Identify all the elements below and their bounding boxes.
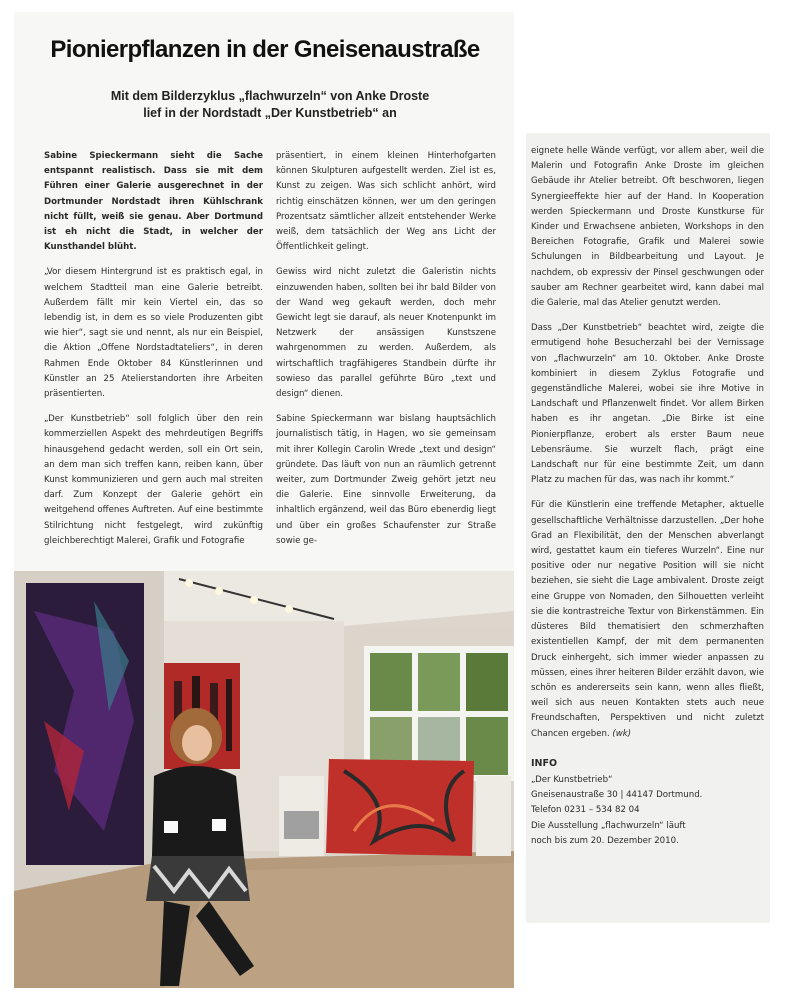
author-signature: (wk)	[612, 728, 632, 739]
info-address: Gneisenaustraße 30 | 44147 Dortmund.	[531, 790, 703, 801]
paragraph: Gewiss wird nicht zuletzt die Galeristin nichts einzuwenden haben, sollten bei ihr bald Bilder von der Wand weg gekauft werden, doch mehr Gewicht legt sie darauf, als neuer Knotenpunkt im Netzwerk der ansässigen Kunstszene wahrgenommen zu werden. Außerdem, als wirtschaftlich tragfähigeres Standbein dürfte ihr sowieso das parallel geführte Büro „text und design“ dienen.	[276, 267, 496, 400]
text-column-2	[276, 149, 496, 559]
text-column-3	[531, 144, 764, 849]
subheadline-line-1: Mit dem Bilderzyklus „flachwurzeln“ von Anke Droste	[110, 89, 430, 103]
info-heading: INFO	[531, 757, 558, 769]
paragraph: Sabine Spieckermann war bislang hauptsächlich journalistisch tätig, in Hagen, wo sie gemeinsam mit ihrer Kollegin Carolin Wrede „text und design“ gründete. Das läuft von nun an räumlich getrennt weiter, zum Dortmunder Zweig gehört jetzt neu die Galerie. Eine sinnvolle Erweiterung, da inhaltlich ergänzend, weil das Büro ebenerdig liegt und über ein großes Schaufenster zur Straße sowie ge-	[276, 414, 496, 546]
subheadline-line-2: lief in der Nordstadt „Der Kunstbetrieb“ an	[143, 106, 397, 120]
text-column-1	[44, 149, 263, 559]
info-exhibition: Die Ausstellung „flachwurzeln“ läuft	[531, 820, 686, 831]
gallery-interior-image	[14, 571, 514, 988]
paragraph: „Der Kunstbetrieb“ soll folglich über den rein kommerziellen Aspekt des mehrdeutigen Begriffs hinausgehend gedacht werden, soll ein Ort sein, an dem man sich treffen kann, reiben kann, über Kunst kommunizieren und gern auch mal streiten darf. Zum Konzept der Galerie gehört ein weitgehend offenes Auftreten. Auf eine bestimmte Stilrichtung nicht festgelegt, wird zukünftig gleichberechtigt Malerei, Grafik und Fotografie	[44, 414, 263, 546]
gallery-photo	[14, 571, 514, 988]
paragraph: eignete helle Wände verfügt, vor allem aber, weil die Malerin und Fotografin Anke Droste im gleichen Gebäude ihr Atelier betreibt. Oft beschworen, liegen Synergieeffekte hier auf der Hand. In Kooperation werden Spieckermann und Droste Kunstkurse für Kinder und Erwachsene anbieten, Workshops in den Bereichen Fotografie, Grafik und Malerei sowie Schulungen in Bildbearbeitung und Layout. Je nachdem, ob expressiv der Pinsel geschwungen oder sauber am Rechner gearbeitet wird, kann dabei mal die Galerie, mal das Atelier genutzt werden.	[531, 146, 764, 309]
headline: Pionierpflanzen in der Gneisenaustraße	[50, 36, 480, 63]
info-box	[531, 756, 764, 849]
paragraph	[531, 498, 764, 741]
paragraph: „Vor diesem Hintergrund ist es praktisch egal, in welchem Stadtteil man eine Galerie betreibt. Außerdem fällt mir kein Viertel ein, das so lebendig ist, in dem es so viele Produzenten gibt wie hier“, sagt sie und nennt, als nur ein Beispiel, die Aktion „Offene Nordstadtateliers“, in deren Rahmen Ende Oktober 84 Künstlerinnen und Künstler an 25 Atelierstandorten ihre Arbeiten präsentierten.	[44, 267, 263, 400]
info-phone: Telefon 0231 – 534 82 04	[531, 805, 640, 816]
paragraph: Dass „Der Kunstbetrieb“ beachtet wird, zeigte die ermutigend hohe Besucherzahl bei der Vernissage von „flachwurzeln“ am 10. Oktober. Anke Droste kombiniert in diesem Zyklus Fotografie und gegenständliche Malerei, wobei sie ihre Motive in Landschaft und Pflanzenwelt findet. Vor allem Birken haben es ihr angetan. „Die Birke ist eine Pionierpflanze, erobert als erster Baum neue Lebensräume. Sie wurzelt flach, prägt eine Landschaft nur für eine bestimmte Zeit, um dann Platz zu machen für das, was nach ihr kommt.“	[531, 323, 764, 486]
lead-paragraph: Sabine Spieckermann sieht die Sache entspannt realistisch. Dass sie mit dem Führen einer Galerie ausgerechnet in der Dortmunder Nordstadt ihren Kühlschrank nicht füllt, weiß sie genau. Aber Dortmund ist eh nicht die Stadt, in welcher der Kunsthandel blüht.	[44, 151, 263, 253]
subheadline	[40, 88, 500, 122]
info-gallery-name: „Der Kunstbetrieb“	[531, 774, 613, 785]
info-exhibition-dates: noch bis zum 20. Dezember 2010.	[531, 835, 679, 846]
paragraph: präsentiert, in einem kleinen Hinterhofgarten können Skulpturen aufgestellt werden. Ziel ist es, Kunst zu zeigen. Was sich schlicht anhört, wird richtig einschätzen können, wer um den geringen Prozentsatz sämtlicher allzeit entstehender Werke weiß, dem tatsächlich der Weg ans Licht der Öffentlichkeit gelingt.	[276, 151, 496, 253]
paragraph-text: Für die Künstlerin eine treffende Metapher, aktuelle gesellschaftliche Verhältnisse darzustellen. „Der hohe Grad an Flexibilität, den der Menschen abverlangt wird, gestattet kaum ein tieferes Wurzeln“. Eine nur positive oder nur negative Position will sie nicht beziehen, sie sieht die Lage ambivalent. Droste zeigt eine Gruppe von Nomaden, den Silhouetten verleiht sie die kontrastreiche Textur von Birkenstämmen. Ein düsteres Bild thematisiert den schmerzhaften existentiellen Kampf, der mit dem permanenten Druck einhergeht, sich immer wieder anpassen zu müssen, eines ihrer heiteren Bilder erzählt davon, wie schön es andererseits sein kann, wenn alles fließt, weil sich aus neuen Kontakten stets auch neue Freundschaften, Perspektiven und nicht zuletzt Chancen ergeben.	[531, 500, 764, 739]
